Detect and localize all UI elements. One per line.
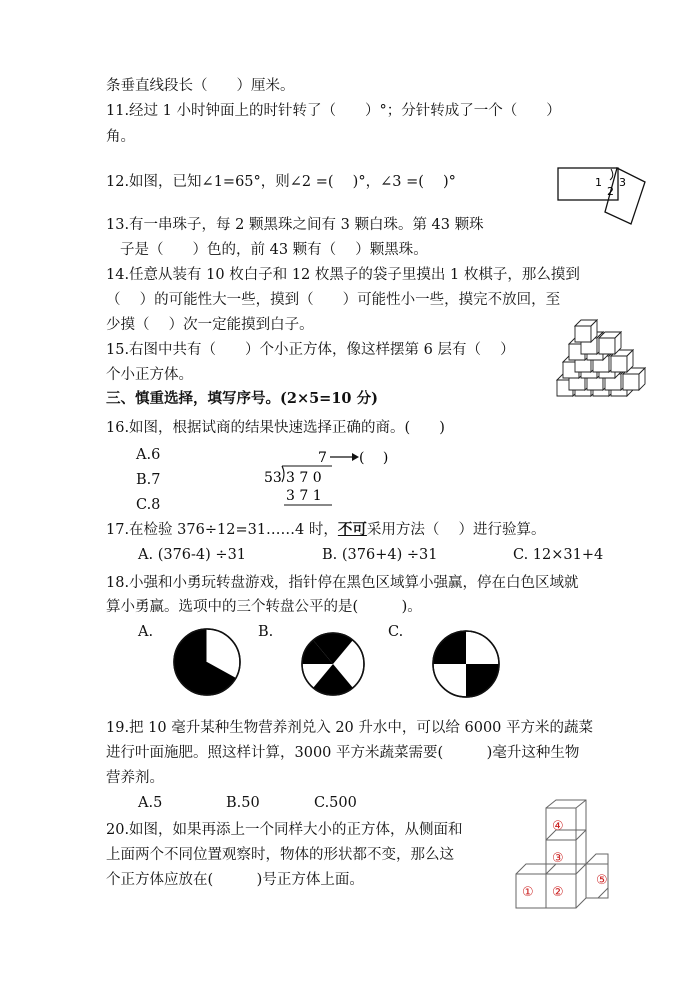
q18-option-b: B. (258, 624, 274, 640)
q19-line3: 营养剂。 (106, 770, 164, 786)
q16: 16.如图，根据试商的结果快速选择正确的商。( ) (106, 420, 445, 436)
q14-line1: 14.任意从装有 10 枚白子和 12 枚黑子的袋子里摸出 1 枚棋子，那么摸到 (106, 267, 580, 283)
q11-line2: 角。 (106, 129, 135, 145)
division-dividend: 3 7 0 (286, 470, 322, 486)
angle-label-3: 3 (619, 176, 626, 189)
q17-option-b: B. (376+4) ÷31 (322, 547, 438, 563)
q13-line1: 13.有一串珠子，每 2 颗黑珠之间有 3 颗白珠。第 43 颗珠 (106, 217, 484, 233)
q12: 12.如图，已知∠1=65°，则∠2 =( )°，∠3 =( )° (106, 174, 456, 190)
q19-line1: 19.把 10 毫升某种生物营养剂兑入 20 升水中，可以给 6000 平方米的蔬菜 (106, 720, 594, 736)
small-cube (575, 320, 597, 342)
q16-option-a: A.6 (136, 447, 161, 463)
division-quotient: 7 (318, 450, 327, 466)
q17-prefix: 17.在检验 376÷12=31……4 时， (106, 522, 338, 538)
q10-continuation: 条垂直线段长（ ）厘米。 (106, 78, 295, 94)
cube-label-4: ④ (552, 819, 564, 834)
angle-figure (555, 164, 651, 228)
long-division-figure (262, 448, 402, 510)
q20-line1: 20.如图，如果再添上一个同样大小的正方体，从侧面和 (106, 822, 463, 838)
q11-line1: 11.经过 1 小时钟面上的时针转了（ ）°；分针转成了一个（ ） (106, 103, 561, 119)
q17-emphasis: 不可 (337, 521, 367, 538)
q15-line1: 15.右图中共有（ ）个小正方体，像这样摆第 6 层有（ ） (106, 342, 515, 358)
q18-line1: 18.小强和小勇玩转盘游戏，指针停在黑色区域算小强赢，停在白色区域就 (106, 575, 579, 591)
cube-label-3: ③ (552, 851, 564, 866)
small-cube (599, 332, 621, 354)
angle-label-1: 1 (595, 176, 602, 189)
q19-option-c: C.500 (314, 795, 357, 811)
q19-option-a: A.5 (138, 795, 163, 811)
q18-option-c: C. (388, 624, 404, 640)
spinner-c (430, 628, 502, 700)
q17-suffix: 采用方法（ ）进行验算。 (366, 522, 546, 538)
spinner-a (172, 626, 242, 698)
division-divisor: 53 (264, 470, 282, 486)
q19-line2: 进行叶面施肥。照这样计算，3000 平方米蔬菜需要( )毫升这种生物 (106, 745, 580, 761)
q18-line2: 算小勇赢。选项中的三个转盘公平的是( )。 (106, 599, 422, 615)
cube-label-5: ⑤ (596, 873, 608, 888)
q20-line3: 个正方体应放在( )号正方体上面。 (106, 872, 364, 888)
cube-pyramid-figure (555, 318, 645, 400)
division-quotient-blank: ( ) (359, 450, 389, 466)
q18-option-a: A. (138, 624, 154, 640)
spinner-b (300, 630, 366, 700)
division-product: 3 7 1 (286, 488, 322, 504)
q14-line2: （ ）的可能性大一些，摸到（ ）可能性小一些，摸完不放回，至 (106, 292, 561, 308)
q19-option-b: B.50 (226, 795, 260, 811)
q20-line2: 上面两个不同位置观察时，物体的形状都不变，那么这 (106, 847, 454, 863)
q13-line2: 子是（ ）色的，前 43 颗有（ ）颗黑珠。 (120, 242, 428, 258)
angle-label-2: 2 (607, 185, 614, 198)
q17-option-c: C. 12×31+4 (513, 547, 604, 563)
q15-line2: 个小正方体。 (106, 367, 193, 383)
section-3-heading: 三、慎重选择，填写序号。(2×5=10 分) (106, 390, 378, 407)
q14-line3: 少摸（ ）次一定能摸到白子。 (106, 317, 314, 333)
q16-option-c: C.8 (136, 497, 161, 513)
cube-arrangement-figure (510, 806, 610, 916)
q17-option-a: A. (376-4) ÷31 (138, 547, 247, 563)
q17 (106, 520, 546, 540)
cube-label-1: ① (522, 885, 534, 900)
cube-label-2: ② (552, 885, 564, 900)
q16-option-b: B.7 (136, 472, 161, 488)
